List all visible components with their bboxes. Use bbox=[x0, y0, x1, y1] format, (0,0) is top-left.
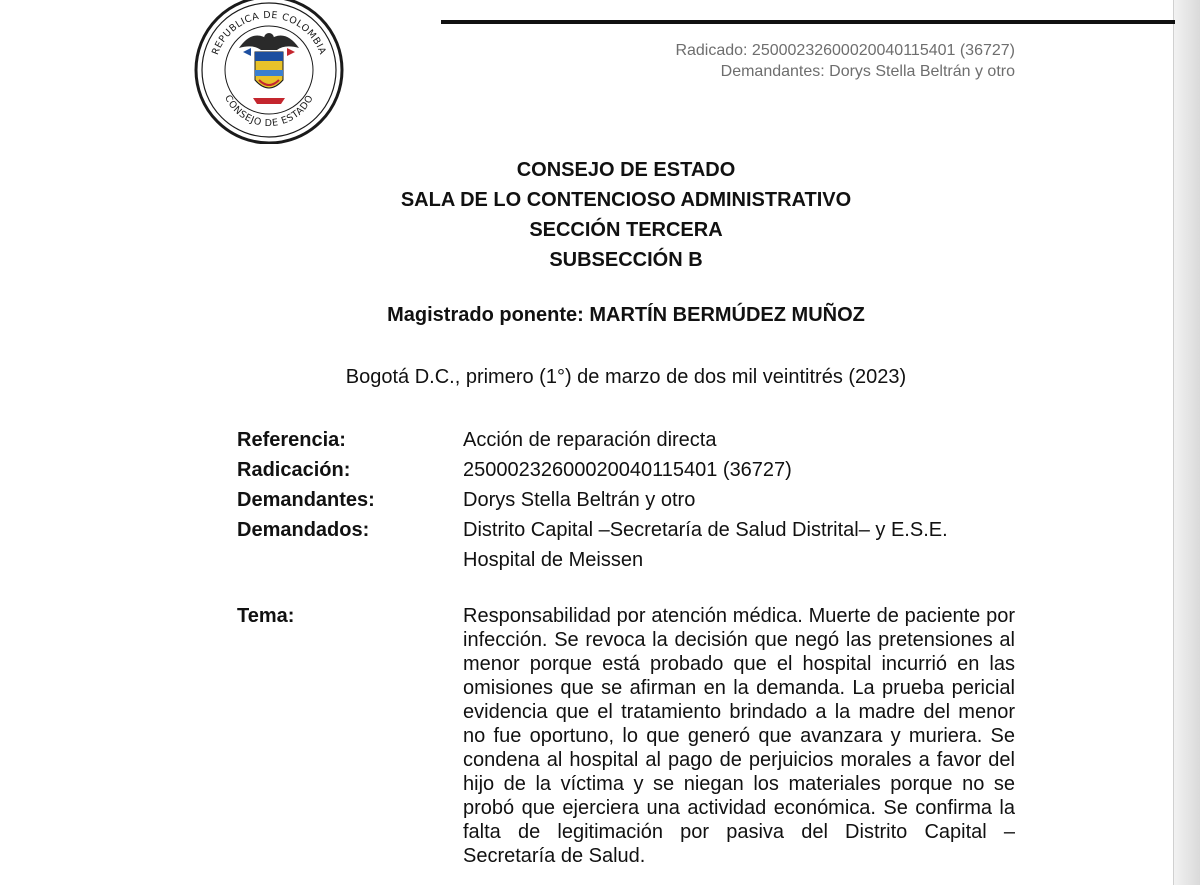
heading-sala: SALA DE LO CONTENCIOSO ADMINISTRATIVO bbox=[400, 189, 852, 211]
info-value: Distrito Capital –Secretaría de Salud Distrital– y E.S.E. Hospital de Meissen bbox=[463, 519, 948, 571]
info-value: Dorys Stella Beltrán y otro bbox=[463, 489, 696, 511]
tema-label bbox=[237, 604, 463, 868]
info-row-demandantes bbox=[237, 485, 1017, 515]
info-label: Referencia: bbox=[237, 429, 346, 451]
info-label: Demandados: bbox=[237, 519, 370, 541]
header-radicado: Radicado: 25000232600020040115401 (36727) bbox=[675, 42, 1015, 59]
header-demandantes: Demandantes: Dorys Stella Beltrán y otro bbox=[720, 63, 1015, 80]
info-row-radicacion bbox=[237, 455, 1017, 485]
info-value: 25000232600020040115401 (36727) bbox=[463, 459, 792, 481]
document-heading bbox=[0, 155, 1200, 275]
info-value: Acción de reparación directa bbox=[463, 429, 717, 451]
header-rule bbox=[441, 20, 1175, 24]
info-row-referencia bbox=[237, 425, 1017, 455]
info-row-demandados bbox=[237, 515, 1017, 575]
seal-top-text: REPUBLICA DE COLOMBIA bbox=[210, 9, 328, 57]
header-meta bbox=[675, 40, 1015, 82]
info-label: Radicación: bbox=[237, 459, 351, 481]
tema-label-colon: : bbox=[287, 605, 295, 627]
tema-section bbox=[237, 604, 1017, 868]
coat-of-arms-seal-icon bbox=[193, 0, 345, 144]
case-info bbox=[237, 425, 1017, 575]
seal-bottom-text: CONSEJO DE ESTADO bbox=[222, 93, 316, 130]
document-date: Bogotá D.C., primero (1°) de marzo de dos mil veintitrés (2023) bbox=[345, 366, 907, 388]
heading-court: CONSEJO DE ESTADO bbox=[516, 159, 736, 181]
heading-seccion: SECCIÓN TERCERA bbox=[529, 219, 723, 241]
tema-label-text: Tema bbox=[237, 605, 288, 627]
magistrado-ponente: Magistrado ponente: MARTÍN BERMÚDEZ MUÑOZ bbox=[387, 304, 865, 326]
tema-text: Responsabilidad por atención médica. Muerte de paciente por infección. Se revoca la decisión que negó las pretensiones al menor porque está probado que el hospital incurrió en las omisiones que se afirman en la demanda. La prueba pericial evidencia que el tratamiento brindado a la madre del menor no fue oportuno, lo que generó que avanzara y muriera. Se condena al hospital al pago de perjuicios morales a favor del hijo de la víctima y se niegan los materiales porque no se probó que ejerciera una actividad económica. Se confirma la falta de legitimación por pasiva del Distrito Capital – Secretaría de Salud. bbox=[463, 605, 1015, 867]
info-label: Demandantes: bbox=[237, 489, 375, 511]
heading-subseccion: SUBSECCIÓN B bbox=[549, 249, 703, 271]
page-edge-shadow bbox=[1173, 0, 1200, 885]
